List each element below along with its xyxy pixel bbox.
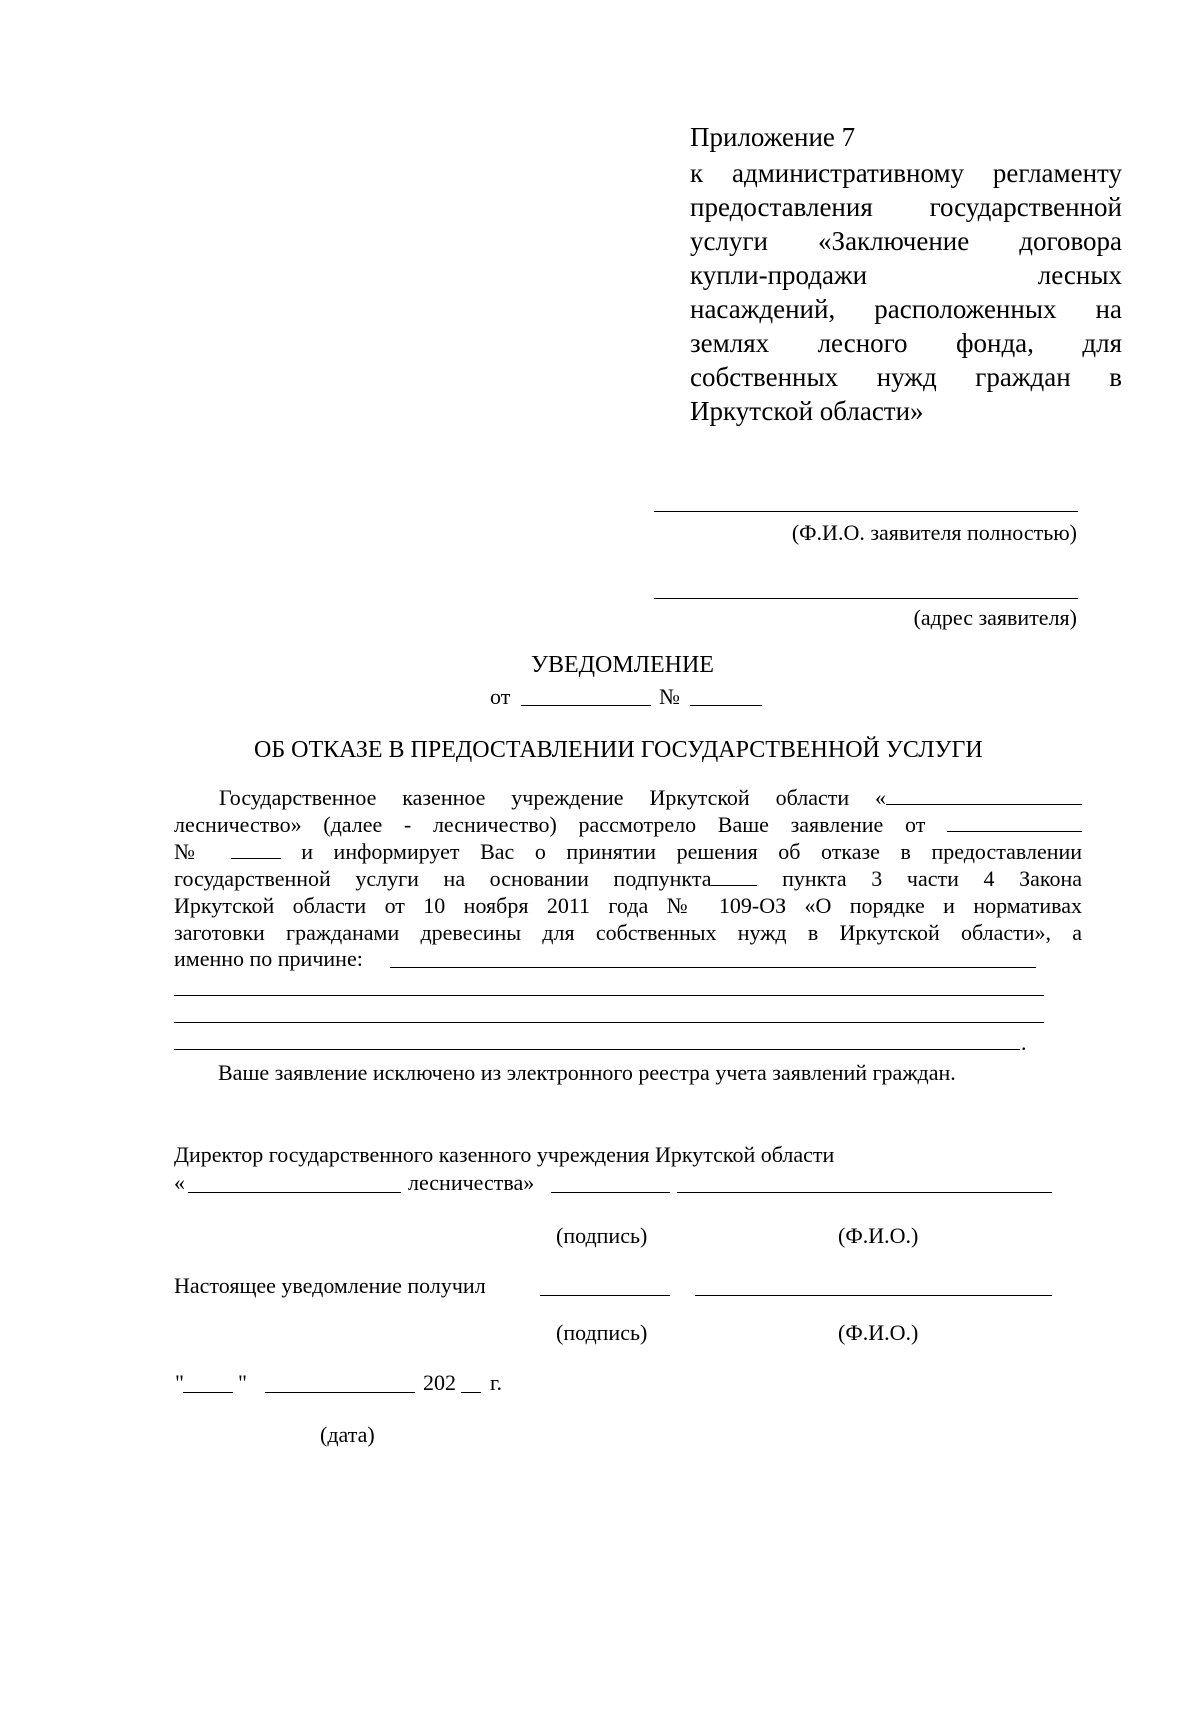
date-month-field[interactable]: [265, 1392, 415, 1393]
reason-field-line-2[interactable]: [174, 995, 1044, 996]
body-text: Государственное казенное учреждение Иркутской области «: [219, 785, 886, 810]
recipient-signature-caption: (подпись): [556, 1320, 648, 1345]
body-text: №: [174, 839, 211, 864]
reason-label: именно по причине:: [174, 946, 363, 971]
body-text: и информирует Вас о принятии решения об отказе в предоставлении: [301, 839, 1083, 864]
application-date-field[interactable]: [947, 813, 1082, 832]
director-signature-caption: (подпись): [556, 1223, 648, 1248]
director-fio-field[interactable]: [677, 1192, 1052, 1193]
forestry-label: лесничества»: [408, 1170, 535, 1195]
applicant-address-caption: (адрес заявителя): [913, 605, 1077, 630]
date-quote-close: ": [238, 1370, 247, 1395]
received-label: Настоящее уведомление получил: [174, 1273, 486, 1298]
appendix-line: предоставления государственной: [690, 192, 1122, 222]
recipient-fio-caption: (Ф.И.О.): [838, 1320, 919, 1345]
applicant-name-field[interactable]: [654, 511, 1078, 512]
body-line-3: [174, 838, 1082, 865]
notice-number-field[interactable]: [690, 705, 762, 706]
body-line-2: [174, 811, 1082, 838]
forestry-name-field[interactable]: [886, 786, 1082, 805]
recipient-fio-field[interactable]: [695, 1295, 1052, 1296]
notice-date-label: от: [490, 684, 511, 709]
notice-subject: ОБ ОТКАЗЕ В ПРЕДОСТАВЛЕНИИ ГОСУДАРСТВЕННОЙ УСЛУГИ: [254, 737, 983, 763]
appendix-line: услуги «Заключение договора: [690, 226, 1122, 256]
body-line-1: [219, 784, 1082, 811]
notice-number-label: №: [659, 684, 680, 709]
notice-date-field[interactable]: [521, 705, 651, 706]
appendix-line: собственных нужд граждан в: [690, 362, 1122, 392]
date-caption: (дата): [320, 1422, 375, 1447]
reason-field-line-3[interactable]: [174, 1022, 1044, 1023]
body-text: пункта 3 части 4 Закона: [782, 866, 1082, 891]
applicant-address-field[interactable]: [654, 598, 1078, 599]
date-year: 202: [423, 1370, 456, 1395]
date-year-field[interactable]: [461, 1392, 481, 1393]
exclusion-statement: Ваше заявление исключено из электронного реестра учета заявлений граждан.: [218, 1060, 956, 1085]
director-title: Директор государственного казенного учреждения Иркутской области: [174, 1142, 835, 1167]
reason-end-dot: .: [1021, 1030, 1027, 1055]
appendix-title: Приложение 7: [690, 122, 856, 152]
body-line-4: [174, 865, 1082, 892]
subparagraph-field[interactable]: [711, 867, 757, 886]
date-day-field[interactable]: [183, 1392, 233, 1393]
date-year-suffix: г.: [490, 1370, 503, 1395]
appendix-line: купли-продажи лесных: [690, 260, 1122, 290]
reason-field-line-4[interactable]: [174, 1049, 1020, 1050]
body-line-6: заготовки гражданами древесины для собственных нужд в Иркутской области», а: [174, 920, 1082, 945]
body-text: лесничество» (далее - лесничество) рассмотрело Ваше заявление от: [174, 812, 926, 837]
appendix-text: [690, 156, 1122, 428]
notice-title: УВЕДОМЛЕНИЕ: [531, 652, 714, 678]
director-fio-caption: (Ф.И.О.): [838, 1223, 919, 1248]
recipient-signature-field[interactable]: [540, 1295, 670, 1296]
date-quote-open: ": [175, 1370, 184, 1395]
body-line-5: Иркутской области от 10 ноября 2011 года № 109-ОЗ «О порядке и нормативах: [174, 893, 1082, 918]
applicant-name-caption: (Ф.И.О. заявителя полностью): [791, 520, 1077, 545]
application-number-field[interactable]: [231, 840, 281, 859]
director-signature-field[interactable]: [551, 1192, 670, 1193]
appendix-line: землях лесного фонда, для: [690, 328, 1122, 358]
director-forestry-field[interactable]: [188, 1192, 401, 1193]
appendix-line: насаждений, расположенных на: [690, 294, 1122, 324]
appendix-line: Иркутской области»: [690, 396, 924, 426]
body-text: государственной услуги на основании подпункта: [174, 866, 712, 891]
appendix-line: к административному регламенту: [690, 158, 1122, 188]
quote-open: «: [174, 1170, 185, 1195]
reason-field[interactable]: [390, 967, 1036, 968]
